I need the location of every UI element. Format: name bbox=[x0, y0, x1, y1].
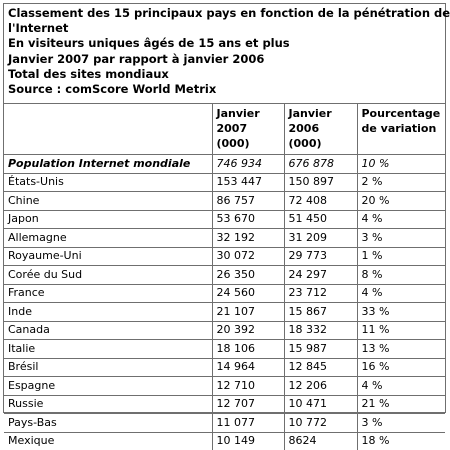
jan-2007-cell: 26 350 bbox=[212, 266, 284, 285]
country-cell: Chine bbox=[4, 192, 212, 211]
table-row bbox=[4, 432, 445, 450]
variation-cell: 20 % bbox=[357, 192, 445, 211]
header-variation: Pourcentage de variation bbox=[357, 104, 445, 155]
jan-2006-cell: 72 408 bbox=[284, 192, 357, 211]
variation-cell: 3 % bbox=[357, 229, 445, 248]
variation-cell: 8 % bbox=[357, 266, 445, 285]
table-row bbox=[4, 303, 445, 322]
variation-cell: 18 % bbox=[357, 432, 445, 450]
world-2007: 746 934 bbox=[212, 155, 284, 174]
jan-2007-cell: 18 106 bbox=[212, 340, 284, 359]
world-total-row bbox=[4, 155, 445, 174]
country-cell: Allemagne bbox=[4, 229, 212, 248]
jan-2007-cell: 21 107 bbox=[212, 303, 284, 322]
table-row bbox=[4, 284, 445, 303]
variation-cell: 2 % bbox=[357, 173, 445, 192]
country-cell: Espagne bbox=[4, 377, 212, 396]
header-jan-2006: Janvier 2006 (000) bbox=[284, 104, 357, 155]
jan-2007-cell: 12 710 bbox=[212, 377, 284, 396]
jan-2006-cell: 51 450 bbox=[284, 210, 357, 229]
variation-cell: 4 % bbox=[357, 284, 445, 303]
variation-cell: 11 % bbox=[357, 321, 445, 340]
table-row bbox=[4, 266, 445, 285]
table-row bbox=[4, 395, 445, 414]
table-row bbox=[4, 229, 445, 248]
jan-2007-cell: 10 149 bbox=[212, 432, 284, 450]
jan-2007-cell: 12 707 bbox=[212, 395, 284, 414]
jan-2006-cell: 18 332 bbox=[284, 321, 357, 340]
jan-2006-cell: 31 209 bbox=[284, 229, 357, 248]
variation-cell: 3 % bbox=[357, 414, 445, 433]
world-label: Population Internet mondiale bbox=[4, 155, 212, 174]
jan-2006-cell: 12 206 bbox=[284, 377, 357, 396]
jan-2007-cell: 32 192 bbox=[212, 229, 284, 248]
world-2006: 676 878 bbox=[284, 155, 357, 174]
table-row bbox=[4, 247, 445, 266]
variation-cell: 16 % bbox=[357, 358, 445, 377]
variation-cell: 4 % bbox=[357, 210, 445, 229]
country-cell: Canada bbox=[4, 321, 212, 340]
jan-2007-cell: 153 447 bbox=[212, 173, 284, 192]
caption-line: l'Internet bbox=[8, 21, 69, 36]
jan-2006-cell: 10 772 bbox=[284, 414, 357, 433]
table-row bbox=[4, 358, 445, 377]
caption-line: En visiteurs uniques âgés de 15 ans et plus bbox=[8, 36, 290, 51]
variation-cell: 33 % bbox=[357, 303, 445, 322]
variation-cell: 13 % bbox=[357, 340, 445, 359]
jan-2006-cell: 29 773 bbox=[284, 247, 357, 266]
country-cell: Inde bbox=[4, 303, 212, 322]
jan-2006-cell: 150 897 bbox=[284, 173, 357, 192]
caption-line: Source : comScore World Metrix bbox=[8, 82, 217, 97]
country-cell: Russie bbox=[4, 395, 212, 414]
header-country bbox=[4, 104, 212, 155]
variation-cell: 21 % bbox=[357, 395, 445, 414]
caption-line: Classement des 15 principaux pays en fonction de la pénétration de bbox=[8, 6, 450, 20]
jan-2007-cell: 20 392 bbox=[212, 321, 284, 340]
jan-2007-cell: 11 077 bbox=[212, 414, 284, 433]
variation-cell: 4 % bbox=[357, 377, 445, 396]
country-cell: Royaume-Uni bbox=[4, 247, 212, 266]
document-frame bbox=[3, 3, 450, 448]
caption-line: Janvier 2007 par rapport à janvier 2006 bbox=[8, 51, 265, 66]
table-row bbox=[4, 340, 445, 359]
country-cell: France bbox=[4, 284, 212, 303]
jan-2006-cell: 15 867 bbox=[284, 303, 357, 322]
jan-2007-cell: 86 757 bbox=[212, 192, 284, 211]
jan-2007-cell: 30 072 bbox=[212, 247, 284, 266]
jan-2006-cell: 15 987 bbox=[284, 340, 357, 359]
country-cell: Pays-Bas bbox=[4, 414, 212, 433]
table-caption bbox=[4, 4, 450, 103]
jan-2006-cell: 23 712 bbox=[284, 284, 357, 303]
table-row bbox=[4, 414, 445, 433]
table-row bbox=[4, 377, 445, 396]
country-cell: Italie bbox=[4, 340, 212, 359]
jan-2007-cell: 14 964 bbox=[212, 358, 284, 377]
country-cell: Japon bbox=[4, 210, 212, 229]
jan-2006-cell: 12 845 bbox=[284, 358, 357, 377]
jan-2007-cell: 53 670 bbox=[212, 210, 284, 229]
header-row bbox=[4, 104, 445, 155]
jan-2007-cell: 24 560 bbox=[212, 284, 284, 303]
world-variation: 10 % bbox=[357, 155, 445, 174]
jan-2006-cell: 8624 bbox=[284, 432, 357, 450]
jan-2006-cell: 24 297 bbox=[284, 266, 357, 285]
variation-cell: 1 % bbox=[357, 247, 445, 266]
table-row bbox=[4, 321, 445, 340]
data-table bbox=[4, 103, 445, 450]
table-row bbox=[4, 210, 445, 229]
table-row bbox=[4, 173, 445, 192]
country-cell: Corée du Sud bbox=[4, 266, 212, 285]
caption-line: Total des sites mondiaux bbox=[8, 66, 169, 81]
country-cell: Mexique bbox=[4, 432, 212, 450]
country-cell: États-Unis bbox=[4, 173, 212, 192]
jan-2006-cell: 10 471 bbox=[284, 395, 357, 414]
header-jan-2007: Janvier 2007 (000) bbox=[212, 104, 284, 155]
table-row bbox=[4, 192, 445, 211]
country-cell: Brésil bbox=[4, 358, 212, 377]
